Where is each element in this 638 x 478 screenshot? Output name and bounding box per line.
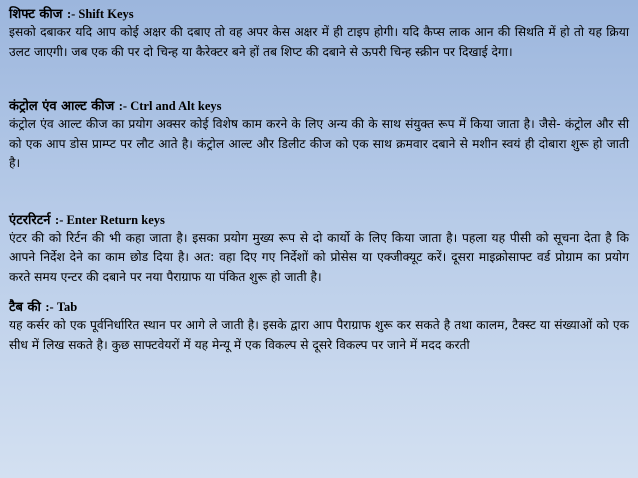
section-shift-keys xyxy=(9,6,629,62)
heading-english: :- Ctrl and Alt keys xyxy=(118,99,222,113)
heading-english: :- Shift Keys xyxy=(66,7,134,21)
heading-english: :- Tab xyxy=(45,300,78,314)
heading-hindi: शिफ्ट कीज xyxy=(9,7,63,22)
section-ctrl-alt-keys xyxy=(9,98,629,174)
section-heading xyxy=(9,212,629,229)
section-body: एंटर की को रिर्टन की भी कहा जाता है। इसका प्रयोग मुख्य रूप से दो कार्यो के लिए किया जाता है। पहला यह पीसी को सूचना देता है कि आपने निर्देश देने का काम छोड दिया है। अत: वहा दिए गए निर्देशों को प्रोसेस या एक्जीक्यूट करें। दूसरा माइक्रोसाफ्ट वर्ड प्रोग्राम का प्रयोग करते समय एन्टर की दबाने पर नया पैराग्राफ या पंकित शुरू हो जाती है। xyxy=(9,230,629,284)
section-body: यह कर्सर को एक पूर्वनिर्धारित स्थान पर आगे ले जाती है। इसके द्वारा आप पैराग्राफ शुरू कर सकते है तथा कालम, टैक्स्ट या संख्याओं को एक सीध में लिख सकते है। कुछ साफ्टवेयरों में यह मेन्यू में एक विकल्प से दूसरे विकल्प पर जाने में मदद करती xyxy=(9,318,629,352)
section-body: इसको दबाकर यदि आप कोई अक्षर की दबाए तो वह अपर केस अक्षर में ही टाइप होगी। यदि कैप्स लाक आन की सिथति में हो तो यह क्रिया उलट जाएगी। जब एक की पर दो चिन्ह या कैरेक्टर बने हों तब शिप्ट की दबाने से ऊपरी चिन्ह स्क्रीन पर दिखाई देगा। xyxy=(9,25,629,59)
heading-hindi: टैब की xyxy=(9,300,41,315)
heading-english: :- Enter Return keys xyxy=(55,212,165,227)
section-tab-key xyxy=(9,299,629,355)
section-body: कंट्रोल एंव आल्ट कीज का प्रयोग अक्सर कोई विशेष काम करने के लिए अन्य की के साथ संयुक्त रूप में किया जाता है। जैसे- कंट्रोल और सी को एक आप डोस प्राम्प्ट पर लौट आते है। कंट्रोल आल्ट और डिलीट कीज को एक साथ क्रमवार दबाने से मशीन स्वयं ही दोबारा शुरू हो जाती है। xyxy=(9,117,629,170)
section-enter-return-keys xyxy=(9,212,629,288)
section-heading xyxy=(9,299,629,316)
heading-hindi: कंट्रोल एंव आल्ट कीज xyxy=(9,99,115,114)
section-heading xyxy=(9,98,629,115)
section-heading xyxy=(9,6,629,23)
heading-hindi: एंटररिटर्न xyxy=(9,212,51,228)
